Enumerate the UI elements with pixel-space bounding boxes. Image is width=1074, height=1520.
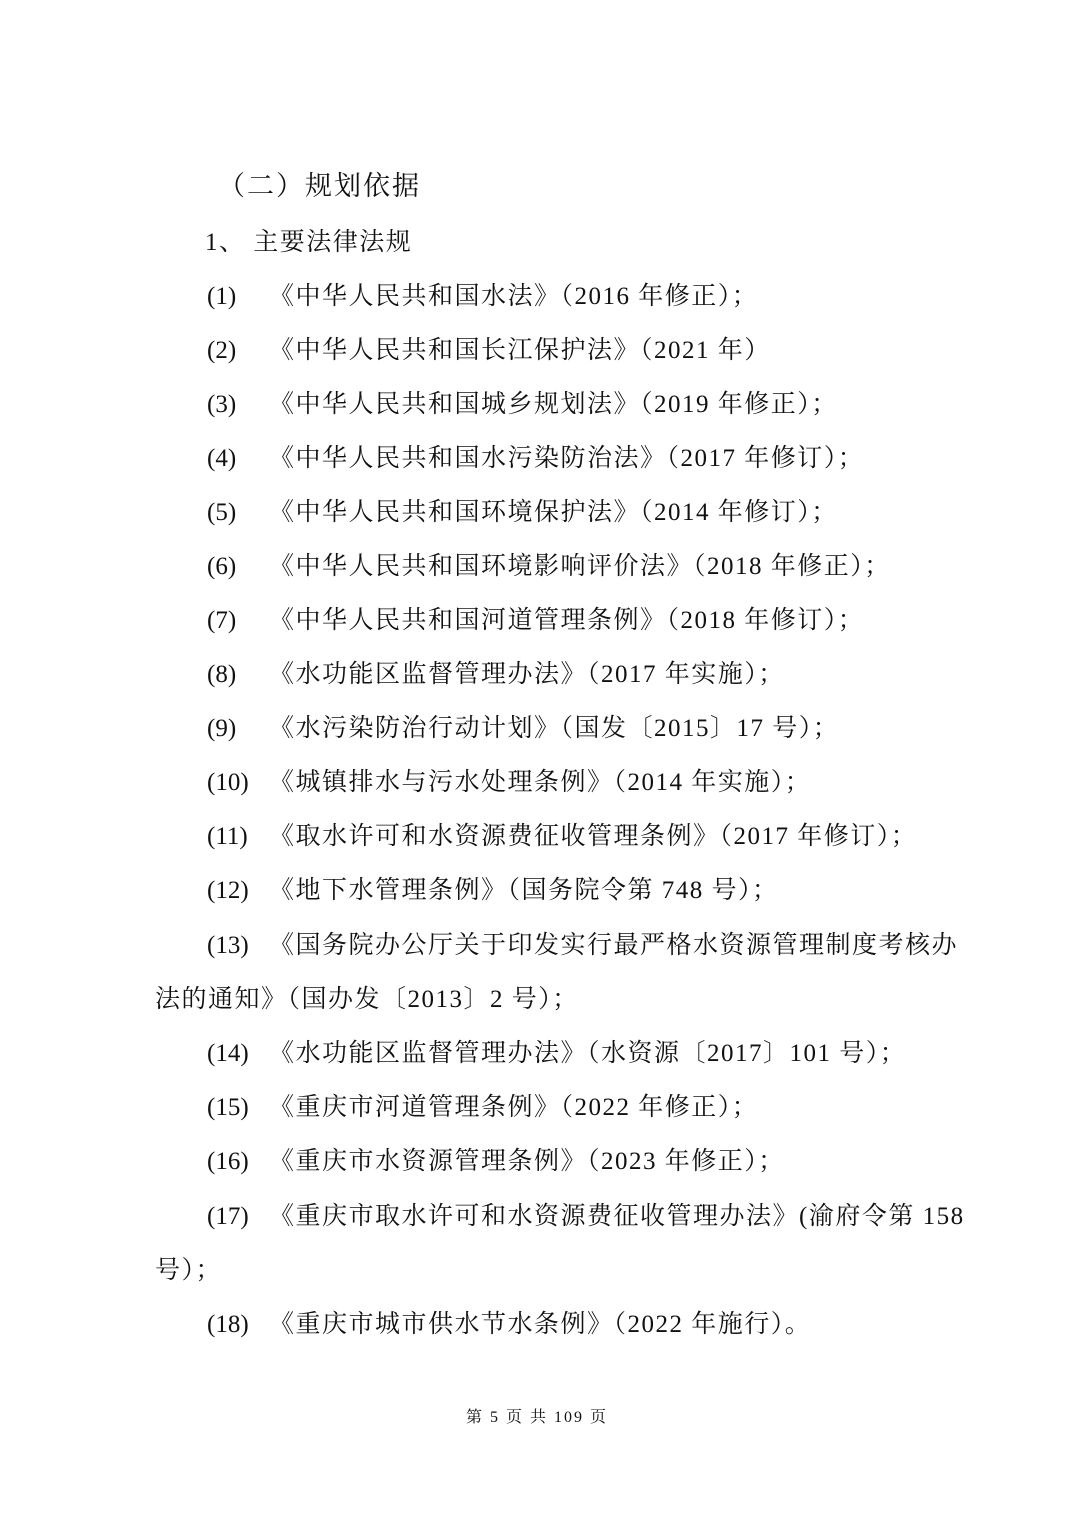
list-item <box>207 931 1074 961</box>
item-text: 《重庆市取水许可和水资源费征收管理办法》(渝府令第 158 <box>269 1203 965 1230</box>
item-number: (5) <box>207 499 237 526</box>
list-item <box>207 282 1074 312</box>
list-item <box>207 336 1074 366</box>
item-number: (1) <box>207 283 237 310</box>
item-text: 《重庆市河道管理条例》（2022 年修正）； <box>269 1094 759 1121</box>
item-number: (6) <box>207 553 237 580</box>
item-text: 《重庆市水资源管理条例》（2023 年修正）； <box>269 1148 785 1175</box>
list-item <box>207 714 1074 744</box>
item-text: 《水污染防治行动计划》（国发〔2015〕17 号）； <box>269 715 840 742</box>
item-number: (8) <box>207 661 237 688</box>
item-number: (15) <box>207 1094 249 1121</box>
list-item <box>207 660 1074 690</box>
item-text: 《水功能区监督管理办法》（2017 年实施）； <box>269 661 785 688</box>
list-item <box>207 552 1074 582</box>
list-item-continuation: 法的通知》（国办发〔2013〕2 号）； <box>155 986 579 1013</box>
list-item <box>207 1147 1074 1177</box>
item-number: (9) <box>207 715 237 742</box>
item-number: (4) <box>207 445 237 472</box>
item-text: 《地下水管理条例》（国务院令第 748 号）； <box>269 877 779 904</box>
item-text: 《中华人民共和国环境保护法》（2014 年修订）； <box>269 499 838 526</box>
item-text: 《取水许可和水资源费征收管理条例》（2017 年修订）； <box>269 823 918 850</box>
list-item <box>207 1039 1074 1069</box>
item-text: 《重庆市城市供水节水条例》（2022 年施行）。 <box>269 1311 812 1338</box>
list-item <box>207 1093 1074 1123</box>
item-number: (18) <box>207 1311 249 1338</box>
list-item <box>207 768 1074 798</box>
item-number: (13) <box>207 932 249 959</box>
item-text: 《中华人民共和国城乡规划法》（2019 年修正）； <box>269 391 838 418</box>
list-item <box>207 444 1074 474</box>
list-item <box>207 498 1074 528</box>
item-number: (7) <box>207 607 237 634</box>
list-item <box>207 390 1074 420</box>
item-number: (14) <box>207 1040 249 1067</box>
section-heading: （二）规划依据 <box>218 171 421 201</box>
list-item <box>207 822 1074 852</box>
item-text: 《水功能区监督管理办法》（水资源〔2017〕101 号）； <box>269 1040 907 1067</box>
item-number: (11) <box>207 823 248 850</box>
item-number: (17) <box>207 1203 249 1230</box>
item-number: (12) <box>207 877 249 904</box>
item-text: 《中华人民共和国环境影响评价法》（2018 年修正）； <box>269 553 891 580</box>
item-number: (10) <box>207 769 249 796</box>
list-item-continuation: 号）； <box>155 1257 223 1284</box>
list-item <box>207 606 1074 636</box>
list-item <box>207 1310 1074 1340</box>
item-number: (16) <box>207 1148 249 1175</box>
item-text: 《国务院办公厅关于印发实行最严格水资源管理制度考核办 <box>269 932 959 959</box>
item-number: (2) <box>207 337 237 364</box>
item-text: 《中华人民共和国河道管理条例》（2018 年修订）； <box>269 607 865 634</box>
list-item <box>207 1202 1074 1232</box>
list-item <box>207 876 1074 906</box>
item-text: 《中华人民共和国水法》（2016 年修正）； <box>269 283 759 310</box>
item-text: 《中华人民共和国水污染防治法》（2017 年修订）； <box>269 445 865 472</box>
subsection-heading: 1、 主要法律法规 <box>205 229 413 256</box>
item-number: (3) <box>207 391 237 418</box>
item-text: 《城镇排水与污水处理条例》（2014 年实施）； <box>269 769 812 796</box>
page-footer: 第 5 页 共 109 页 <box>465 1409 608 1426</box>
item-text: 《中华人民共和国长江保护法》（2021 年） <box>269 337 771 364</box>
